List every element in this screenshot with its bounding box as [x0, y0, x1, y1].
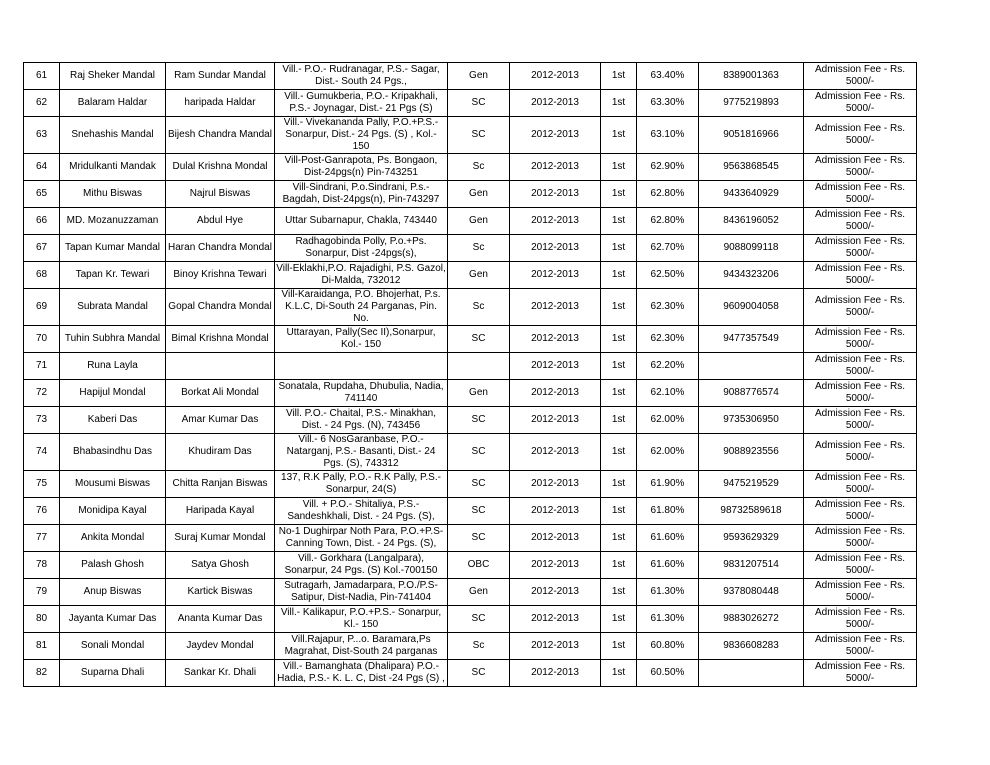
admission-fee-cell: Admission Fee - Rs. 5000/-	[804, 326, 917, 353]
category-cell: SC	[448, 407, 510, 434]
address-cell: Sutragarh, Jamadarpara, P.O./P.S- Satipur, Dist-Nadia, Pin-741404	[275, 579, 448, 606]
admission-fee-cell: Admission Fee - Rs. 5000/-	[804, 606, 917, 633]
year-cell: 1st	[601, 235, 637, 262]
percentage-cell: 61.30%	[637, 579, 699, 606]
year-cell: 1st	[601, 380, 637, 407]
year-cell: 1st	[601, 208, 637, 235]
address-cell: Uttarayan, Pally(Sec II),Sonarpur, Kol.- 150	[275, 326, 448, 353]
guardian-name-cell: Bimal Krishna Mondal	[166, 326, 275, 353]
student-name-cell: Palash Ghosh	[60, 552, 166, 579]
guardian-name-cell	[166, 353, 275, 380]
category-cell: Gen	[448, 181, 510, 208]
session-cell: 2012-2013	[510, 552, 601, 579]
serial-number-cell: 61	[24, 63, 60, 90]
guardian-name-cell: Najrul Biswas	[166, 181, 275, 208]
session-cell: 2012-2013	[510, 633, 601, 660]
year-cell: 1st	[601, 633, 637, 660]
student-name-cell: Mridulkanti Mandak	[60, 154, 166, 181]
admission-fee-cell: Admission Fee - Rs. 5000/-	[804, 407, 917, 434]
table-row	[24, 289, 917, 326]
year-cell: 1st	[601, 579, 637, 606]
guardian-name-cell: Binoy Krishna Tewari	[166, 262, 275, 289]
student-name-cell: Tuhin Subhra Mandal	[60, 326, 166, 353]
guardian-name-cell: Suraj Kumar Mondal	[166, 525, 275, 552]
percentage-cell: 61.30%	[637, 606, 699, 633]
session-cell: 2012-2013	[510, 90, 601, 117]
guardian-name-cell: Sankar Kr. Dhali	[166, 660, 275, 687]
guardian-name-cell: Satya Ghosh	[166, 552, 275, 579]
percentage-cell: 62.00%	[637, 407, 699, 434]
guardian-name-cell: Jaydev Mondal	[166, 633, 275, 660]
address-cell: Vill.- 6 NosGaranbase, P.O.- Natarganj, P.S.- Basanti, Dist.- 24 Pgs. (S), 743312	[275, 434, 448, 471]
category-cell: SC	[448, 660, 510, 687]
guardian-name-cell: Ram Sundar Mandal	[166, 63, 275, 90]
table-row	[24, 633, 917, 660]
admission-fee-cell: Admission Fee - Rs. 5000/-	[804, 353, 917, 380]
phone-number-cell: 9433640929	[699, 181, 804, 208]
year-cell: 1st	[601, 434, 637, 471]
phone-number-cell: 9088923556	[699, 434, 804, 471]
session-cell: 2012-2013	[510, 235, 601, 262]
category-cell: Sc	[448, 154, 510, 181]
phone-number-cell: 8436196052	[699, 208, 804, 235]
category-cell: Sc	[448, 235, 510, 262]
serial-number-cell: 80	[24, 606, 60, 633]
address-cell: 137, R.K Pally, P.O.- R.K Pally, P.S.- Sonarpur, 24(S)	[275, 471, 448, 498]
session-cell: 2012-2013	[510, 525, 601, 552]
guardian-name-cell: Haran Chandra Mondal	[166, 235, 275, 262]
admission-fee-cell: Admission Fee - Rs. 5000/-	[804, 289, 917, 326]
category-cell: SC	[448, 434, 510, 471]
percentage-cell: 60.80%	[637, 633, 699, 660]
guardian-name-cell: Abdul Hye	[166, 208, 275, 235]
serial-number-cell: 71	[24, 353, 60, 380]
admission-fee-cell: Admission Fee - Rs. 5000/-	[804, 471, 917, 498]
admission-fee-cell: Admission Fee - Rs. 5000/-	[804, 262, 917, 289]
percentage-cell: 62.80%	[637, 208, 699, 235]
address-cell: Vill.- Bamanghata (Dhalipara) P.O.- Hadia, P.S.- K. L. C, Dist -24 Pgs (S) ,	[275, 660, 448, 687]
table-row	[24, 208, 917, 235]
serial-number-cell: 64	[24, 154, 60, 181]
percentage-cell: 61.60%	[637, 525, 699, 552]
admission-fee-cell: Admission Fee - Rs. 5000/-	[804, 498, 917, 525]
admission-fee-cell: Admission Fee - Rs. 5000/-	[804, 117, 917, 154]
session-cell: 2012-2013	[510, 498, 601, 525]
year-cell: 1st	[601, 90, 637, 117]
table-row	[24, 117, 917, 154]
percentage-cell: 62.30%	[637, 289, 699, 326]
student-name-cell: Runa Layla	[60, 353, 166, 380]
year-cell: 1st	[601, 154, 637, 181]
student-name-cell: Mithu Biswas	[60, 181, 166, 208]
student-name-cell: Ankita Mondal	[60, 525, 166, 552]
guardian-name-cell: Bijesh Chandra Mandal	[166, 117, 275, 154]
category-cell: Gen	[448, 208, 510, 235]
category-cell: Gen	[448, 262, 510, 289]
table-row	[24, 380, 917, 407]
address-cell: Vill.- Vivekananda Pally, P.O.+P.S.- Sonarpur, Dist.- 24 Pgs. (S) , Kol.- 150	[275, 117, 448, 154]
percentage-cell: 63.30%	[637, 90, 699, 117]
table-body	[24, 63, 917, 687]
admission-fee-cell: Admission Fee - Rs. 5000/-	[804, 181, 917, 208]
address-cell: Uttar Subarnapur, Chakla, 743440	[275, 208, 448, 235]
percentage-cell: 62.10%	[637, 380, 699, 407]
phone-number-cell	[699, 660, 804, 687]
serial-number-cell: 78	[24, 552, 60, 579]
category-cell: SC	[448, 498, 510, 525]
phone-number-cell: 9883026272	[699, 606, 804, 633]
phone-number-cell: 8389001363	[699, 63, 804, 90]
phone-number-cell: 9051816966	[699, 117, 804, 154]
session-cell: 2012-2013	[510, 154, 601, 181]
percentage-cell: 60.50%	[637, 660, 699, 687]
phone-number-cell: 9477357549	[699, 326, 804, 353]
session-cell: 2012-2013	[510, 434, 601, 471]
table-row	[24, 326, 917, 353]
admission-fee-cell: Admission Fee - Rs. 5000/-	[804, 235, 917, 262]
serial-number-cell: 66	[24, 208, 60, 235]
year-cell: 1st	[601, 262, 637, 289]
percentage-cell: 62.30%	[637, 326, 699, 353]
student-name-cell: Subrata Mandal	[60, 289, 166, 326]
phone-number-cell: 98732589618	[699, 498, 804, 525]
admission-fee-cell: Admission Fee - Rs. 5000/-	[804, 525, 917, 552]
serial-number-cell: 73	[24, 407, 60, 434]
table-row	[24, 498, 917, 525]
phone-number-cell: 9775219893	[699, 90, 804, 117]
session-cell: 2012-2013	[510, 208, 601, 235]
year-cell: 1st	[601, 289, 637, 326]
admission-fee-cell: Admission Fee - Rs. 5000/-	[804, 90, 917, 117]
phone-number-cell: 9593629329	[699, 525, 804, 552]
percentage-cell: 61.60%	[637, 552, 699, 579]
serial-number-cell: 65	[24, 181, 60, 208]
address-cell: Vill-Karaidanga, P.O. Bhojerhat, P.s. K.L.C, Di-South 24 Parganas, Pin. No.	[275, 289, 448, 326]
category-cell: SC	[448, 471, 510, 498]
student-name-cell: Monidipa Kayal	[60, 498, 166, 525]
guardian-name-cell: Chitta Ranjan Biswas	[166, 471, 275, 498]
year-cell: 1st	[601, 552, 637, 579]
admission-fee-cell: Admission Fee - Rs. 5000/-	[804, 154, 917, 181]
session-cell: 2012-2013	[510, 262, 601, 289]
phone-number-cell: 9434323206	[699, 262, 804, 289]
student-name-cell: Hapijul Mondal	[60, 380, 166, 407]
phone-number-cell: 9735306950	[699, 407, 804, 434]
session-cell: 2012-2013	[510, 606, 601, 633]
guardian-name-cell: Ananta Kumar Das	[166, 606, 275, 633]
guardian-name-cell: Haripada Kayal	[166, 498, 275, 525]
serial-number-cell: 74	[24, 434, 60, 471]
student-name-cell: Balaram Haldar	[60, 90, 166, 117]
percentage-cell: 61.90%	[637, 471, 699, 498]
percentage-cell: 62.70%	[637, 235, 699, 262]
session-cell: 2012-2013	[510, 660, 601, 687]
address-cell: No-1 Dughirpar Noth Para, P.O.+P.S- Canning Town, Dist. - 24 Pgs. (S),	[275, 525, 448, 552]
student-name-cell: Bhabasindhu Das	[60, 434, 166, 471]
category-cell: Gen	[448, 579, 510, 606]
percentage-cell: 63.40%	[637, 63, 699, 90]
year-cell: 1st	[601, 117, 637, 154]
student-name-cell: Suparna Dhali	[60, 660, 166, 687]
category-cell: SC	[448, 117, 510, 154]
session-cell: 2012-2013	[510, 579, 601, 606]
serial-number-cell: 75	[24, 471, 60, 498]
year-cell: 1st	[601, 326, 637, 353]
year-cell: 1st	[601, 498, 637, 525]
percentage-cell: 63.10%	[637, 117, 699, 154]
guardian-name-cell: Borkat Ali Mondal	[166, 380, 275, 407]
year-cell: 1st	[601, 181, 637, 208]
table-row	[24, 181, 917, 208]
serial-number-cell: 76	[24, 498, 60, 525]
admission-fee-cell: Admission Fee - Rs. 5000/-	[804, 208, 917, 235]
session-cell: 2012-2013	[510, 407, 601, 434]
session-cell: 2012-2013	[510, 117, 601, 154]
address-cell	[275, 353, 448, 380]
serial-number-cell: 67	[24, 235, 60, 262]
address-cell: Vill-Sindrani, P.o.Sindrani, P.s.-Bagdah, Dist-24pgs(n), Pin-743297	[275, 181, 448, 208]
address-cell: Vill.Rajapur, P...o. Baramara,Ps Magrahat, Dist-South 24 parganas	[275, 633, 448, 660]
guardian-name-cell: Amar Kumar Das	[166, 407, 275, 434]
student-name-cell: Raj Sheker Mandal	[60, 63, 166, 90]
year-cell: 1st	[601, 525, 637, 552]
address-cell: Vill.- Gorkhara (Langalpara), Sonarpur, 24 Pgs. (S) Kol.-700150	[275, 552, 448, 579]
year-cell: 1st	[601, 353, 637, 380]
serial-number-cell: 63	[24, 117, 60, 154]
session-cell: 2012-2013	[510, 181, 601, 208]
category-cell: Sc	[448, 289, 510, 326]
guardian-name-cell: Kartick Biswas	[166, 579, 275, 606]
address-cell: Sonatala, Rupdaha, Dhubulia, Nadia, 741140	[275, 380, 448, 407]
category-cell: Gen	[448, 380, 510, 407]
address-cell: Vill.- P.O.- Rudranagar, P.S.- Sagar, Dist.- South 24 Pgs.,	[275, 63, 448, 90]
admission-list-table	[23, 62, 917, 687]
phone-number-cell: 9609004058	[699, 289, 804, 326]
category-cell	[448, 353, 510, 380]
session-cell: 2012-2013	[510, 63, 601, 90]
student-name-cell: Tapan Kr. Tewari	[60, 262, 166, 289]
serial-number-cell: 82	[24, 660, 60, 687]
address-cell: Vill-Eklakhi,P.O. Rajadighi, P.S. Gazol, Di-Malda, 732012	[275, 262, 448, 289]
address-cell: Radhagobinda Polly, P.o.+Ps. Sonarpur, Dist -24pgs(s),	[275, 235, 448, 262]
table-row	[24, 660, 917, 687]
admission-fee-cell: Admission Fee - Rs. 5000/-	[804, 660, 917, 687]
phone-number-cell: 9836608283	[699, 633, 804, 660]
admission-fee-cell: Admission Fee - Rs. 5000/-	[804, 380, 917, 407]
table-row	[24, 606, 917, 633]
phone-number-cell: 9378080448	[699, 579, 804, 606]
phone-number-cell: 9831207514	[699, 552, 804, 579]
table-row	[24, 90, 917, 117]
address-cell: Vill. + P.O.- Shitaliya, P.S.- Sandeshkhali, Dist. - 24 Pgs. (S),	[275, 498, 448, 525]
student-name-cell: Mousumi Biswas	[60, 471, 166, 498]
category-cell: SC	[448, 90, 510, 117]
table-row	[24, 525, 917, 552]
table-row	[24, 471, 917, 498]
table-row	[24, 63, 917, 90]
guardian-name-cell: haripada Haldar	[166, 90, 275, 117]
table-row	[24, 579, 917, 606]
address-cell: Vill.- Gumukberia, P.O.- Kripakhali, P.S.- Joynagar, Dist.- 21 Pgs (S)	[275, 90, 448, 117]
student-name-cell: Kaberi Das	[60, 407, 166, 434]
percentage-cell: 61.80%	[637, 498, 699, 525]
table-row	[24, 154, 917, 181]
admission-fee-cell: Admission Fee - Rs. 5000/-	[804, 63, 917, 90]
serial-number-cell: 81	[24, 633, 60, 660]
guardian-name-cell: Khudiram Das	[166, 434, 275, 471]
category-cell: SC	[448, 606, 510, 633]
serial-number-cell: 70	[24, 326, 60, 353]
student-name-cell: Tapan Kumar Mandal	[60, 235, 166, 262]
student-name-cell: Anup Biswas	[60, 579, 166, 606]
table-row	[24, 262, 917, 289]
percentage-cell: 62.80%	[637, 181, 699, 208]
admission-fee-cell: Admission Fee - Rs. 5000/-	[804, 579, 917, 606]
admission-fee-cell: Admission Fee - Rs. 5000/-	[804, 552, 917, 579]
table-row	[24, 353, 917, 380]
phone-number-cell: 9475219529	[699, 471, 804, 498]
percentage-cell: 62.20%	[637, 353, 699, 380]
session-cell: 2012-2013	[510, 326, 601, 353]
serial-number-cell: 68	[24, 262, 60, 289]
table-row	[24, 235, 917, 262]
admission-fee-cell: Admission Fee - Rs. 5000/-	[804, 434, 917, 471]
phone-number-cell: 9088099118	[699, 235, 804, 262]
serial-number-cell: 77	[24, 525, 60, 552]
serial-number-cell: 62	[24, 90, 60, 117]
year-cell: 1st	[601, 63, 637, 90]
address-cell: Vill. P.O.- Chaital, P.S.- Minakhan, Dist. - 24 Pgs. (N), 743456	[275, 407, 448, 434]
percentage-cell: 62.50%	[637, 262, 699, 289]
percentage-cell: 62.90%	[637, 154, 699, 181]
category-cell: Gen	[448, 63, 510, 90]
serial-number-cell: 79	[24, 579, 60, 606]
guardian-name-cell: Gopal Chandra Mondal	[166, 289, 275, 326]
session-cell: 2012-2013	[510, 353, 601, 380]
table-row	[24, 552, 917, 579]
table-row	[24, 434, 917, 471]
guardian-name-cell: Dulal Krishna Mondal	[166, 154, 275, 181]
category-cell: SC	[448, 525, 510, 552]
address-cell: Vill-Post-Ganrapota, Ps. Bongaon, Dist-24pgs(n) Pin-743251	[275, 154, 448, 181]
serial-number-cell: 69	[24, 289, 60, 326]
serial-number-cell: 72	[24, 380, 60, 407]
phone-number-cell: 9088776574	[699, 380, 804, 407]
admission-fee-cell: Admission Fee - Rs. 5000/-	[804, 633, 917, 660]
year-cell: 1st	[601, 660, 637, 687]
year-cell: 1st	[601, 606, 637, 633]
address-cell: Vill.- Kalikapur, P.O.+P.S.- Sonarpur, Kl.- 150	[275, 606, 448, 633]
phone-number-cell: 9563868545	[699, 154, 804, 181]
student-name-cell: Snehashis Mandal	[60, 117, 166, 154]
category-cell: SC	[448, 326, 510, 353]
student-name-cell: Jayanta Kumar Das	[60, 606, 166, 633]
year-cell: 1st	[601, 407, 637, 434]
session-cell: 2012-2013	[510, 380, 601, 407]
table-row	[24, 407, 917, 434]
percentage-cell: 62.00%	[637, 434, 699, 471]
student-name-cell: Sonali Mondal	[60, 633, 166, 660]
session-cell: 2012-2013	[510, 289, 601, 326]
phone-number-cell	[699, 353, 804, 380]
category-cell: OBC	[448, 552, 510, 579]
category-cell: Sc	[448, 633, 510, 660]
session-cell: 2012-2013	[510, 471, 601, 498]
student-name-cell: MD. Mozanuzzaman	[60, 208, 166, 235]
year-cell: 1st	[601, 471, 637, 498]
